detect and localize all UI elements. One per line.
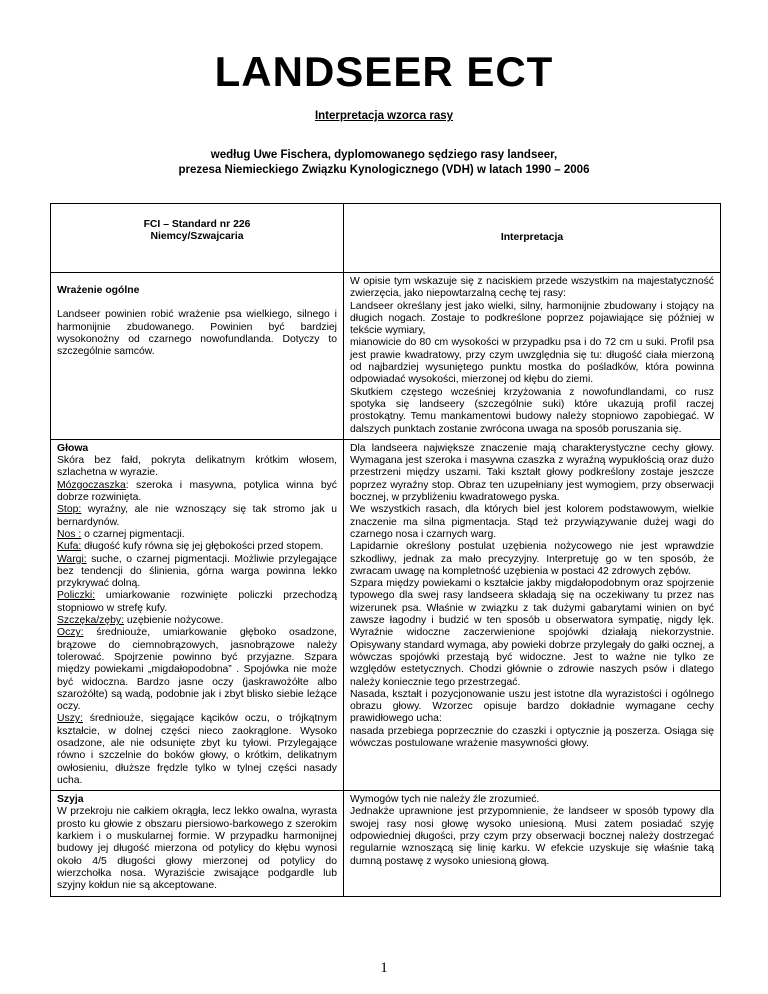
interpretation-paragraph: nasada przebiega poprzecznie do czaszki i optycznie ją poszerza. Osiąga się wówczas postulowane wrażenie masywności głowy. <box>350 725 714 749</box>
header-interpretation: Interpretacja <box>344 204 721 273</box>
section-title: Głowa <box>57 442 89 454</box>
interpretation-paragraph: Dla landseera największe znaczenie mają charakterystyczne cechy głowy. Wymagana jest szeroka i masywna czaszka z wyraźną wypukłością oraz dużo przestrzeni między uszami. Taki kształt głowy podkreślony zostaje jeszcze poprzez wyraźny stop. Obraz ten uzupełniany jest wymogiem, przy obserwacji bocznej, w przybliżeniu kwadratowego pyska. <box>350 442 714 504</box>
field-label: Mózgoczaszka <box>57 479 126 491</box>
head-standard-cell <box>51 439 344 790</box>
interpretation-paragraph: Wymogów tych nie należy źle zrozumieć. <box>350 794 540 806</box>
field-label: Policzki: <box>57 590 96 602</box>
intro-line: prezesa Niemieckiego Związku Kynologicznego (VDH) w latach 1990 – 2006 <box>178 163 590 176</box>
head-muzzle: Kufa: długość kufy równa się jej głębokości przed stopem. <box>57 541 324 553</box>
head-ears: Uszy: średniouże, sięgające kącików oczu, o trójkątnym kształcie, w dolnej części nieco zaokrąglone. Wysoko osadzone, ale nie odsunięte zbyt ku tyłowi. Przylegające równo i szczelnie do boków głowy, o krótkim, delikatnym owłosieniu, dłuższe frędzle tylko w tylnej części nasady ucha. <box>57 713 337 786</box>
head-skin: Skóra bez fałd, pokryta delikatnym krótkim włosem, szlachetna w wyrazie. <box>57 455 337 479</box>
header-standard-line: FCI – Standard nr 226 <box>143 219 251 230</box>
section-title: Wrażenie ogólne <box>57 285 140 296</box>
header-standard-line: Niemcy/Szwajcaria <box>150 231 244 243</box>
interpretation-paragraph: W opisie tym wskazuje się z naciskiem przede wszystkim na majestatyczność zwierzęcia, jako niepowtarzalną cechę tej rasy: <box>350 276 714 300</box>
section-title: Szyja <box>57 794 84 806</box>
head-eyes: Oczy: średniouże, umiarkowanie głęboko osadzone, brązowe do ciemnobrązowych, jasnobrązowe należy tolerować. Spojrzenie powinno być przyjazne. Szpara między powiekami „migdałopodobna” . Spojówka nie może być widoczna. Bardzo jasne oczy (jaskrawożółte albo szarożółte) są wadą, podobnie jak i zbyt blisko siebie leżące oczy. <box>57 627 337 713</box>
page-number: 1 <box>380 960 388 976</box>
table-row <box>51 439 721 790</box>
interpretation-paragraph: Jednakże uprawnione jest przypomnienie, że landseer w sposób typowy dla swojej rasy nosi głowę wysoko uniesioną. Musi zatem posiadać szyję odpowiedniej długości, przy czym przy obserwacji bocznej należy dostrzegać regularnie wznoszącą się linię karku. W efekcie uzyskuje się właśnie taką dumną postawę z wysoko uniesioną głową. <box>350 806 714 867</box>
field-label: Uszy: <box>57 713 83 725</box>
neck-interpretation-cell <box>344 791 721 896</box>
field-label: Stop: <box>57 504 82 516</box>
neck-standard-text: W przekroju nie całkiem okrągła, lecz lekko owalna, wyrasta prosto ku głowie z obszaru piersiowo-barkowego z szerokim karkiem i o muskularnej formie. W przypadku harmonijnej budowy jej długość mierzona od potylicy do kłębu wynosi około 4/5 długości głowy mierzonej od potylicy do wierzchołka nosa. Wyraziście zwisające podgardle lub szyjny kołdun nie są akceptowane. <box>57 806 337 892</box>
field-label: Wargi: <box>57 553 87 565</box>
head-stop: Stop: wyraźny, ale nie wznoszący się tak stromo jak u bernardynów. <box>57 504 337 528</box>
standard-table <box>50 203 721 897</box>
subtitle: Interpretacja wzorca rasy <box>314 110 454 122</box>
page-title: LANDSEER ECT <box>214 48 554 95</box>
intro <box>0 148 768 177</box>
interpretation-paragraph: Nasada, kształt i pozycjonowanie uszu jest istotne dla wyrazistości i ogólnego obrazu głowy. Wzorzec opisuje bardzo dokładnie wymagane cechy prawidłowego ucha: <box>350 688 714 725</box>
general-standard-text: Landseer powinien robić wrażenie psa wielkiego, silnego i harmonijnie zbudowanego. Powinien być bardziej wysokonożny od czarnego nowofundlanda. Dotyczy to szczególnie samców. <box>57 309 337 358</box>
interpretation-paragraph: Landseer określany jest jako wielki, silny, harmonijnie zbudowany i stojący na długich nogach. Zostaje to podkreślone poprzez pojawiające się później w tekście wymiary, <box>350 300 714 337</box>
intro-line: według Uwe Fischera, dyplomowanego sędziego rasy landseer, <box>210 149 558 161</box>
head-interpretation-cell <box>344 439 721 790</box>
head-lips: Wargi: suche, o czarnej pigmentacji. Możliwie przylegające bez tendencji do ślinienia, górna warga powinna lekko przykrywać dolną. <box>57 553 337 590</box>
general-standard-cell <box>51 273 344 440</box>
header-standard <box>51 204 344 273</box>
table-header-row <box>51 204 721 273</box>
head-jaws: Szczęka/zęby: uzębienie nożycowe. <box>57 615 224 627</box>
head-nose: Nos : o czarnej pigmentacji. <box>57 528 185 540</box>
head-cheeks: Policzki: umiarkowanie rozwinięte policzki przechodzą stopniowo w strefę kufy. <box>57 590 337 614</box>
field-label: Kufa: <box>57 541 82 553</box>
field-label: Nos : <box>57 528 82 540</box>
interpretation-paragraph: Szpara między powiekami o kształcie jakby migdałopodobnym oraz spojrzenie typowego dla swej rasy landseera składają się na oczekiwany tu przez nas wizerunek psa. Właśnie w związku z tak dużymi gabarytami winien on być zawsze łagodny i budzić w ten sposób u obserwatora sympatię, nigdy lęk. Wyraźnie widoczne zaczerwienione spojówki działają niekorzystnie. Opisywany standard wymaga, aby powieki dobrze przylegały do gałki ocznej, a wówczas spojówki przestają być widoczne. Jest to ważne nie tylko ze względów estetycznych. Chodzi głównie o zdrowie naszych psów i dlatego należy koniecznie tego przestrzegać. <box>350 578 714 688</box>
interpretation-paragraph: mianowicie do 80 cm wysokości w przypadku psa i do 72 cm u suki. Profil psa jest prawie kwadratowy, przy czym uwzględnia się tu: długość ciała mierzoną od najbardziej wysuniętego punktu mostka do pośladków, która powinna odpowiadać wysokości, mierzonej od kłębu do ziemi. <box>350 337 714 386</box>
interpretation-paragraph: We wszystkich rasach, dla których biel jest kolorem podstawowym, wielkie znaczenie ma silna pigmentacja. Stąd też przywiązywanie dużej wagi do czarnego nosa i czarnych warg. <box>350 504 714 540</box>
table-row <box>51 273 721 440</box>
field-label: Oczy: <box>57 627 84 639</box>
head-skull: Mózgoczaszka: szeroka i masywna, potylica winna być dobrze rozwinięta. <box>57 479 337 504</box>
general-interpretation-cell <box>344 273 721 440</box>
field-label: Szczęka/zęby: <box>57 615 124 627</box>
interpretation-paragraph: Lapidarnie określony postulat uzębienia nożycowego nie jest wprawdzie szkodliwy, jednak za mało precyzyjny. Interpretuję go w ten sposób, że zwracam uwagę na kompletność uzębienia w postaci 42 zdrowych zębów. <box>350 541 714 577</box>
table-row <box>51 791 721 896</box>
neck-standard-cell <box>51 791 344 896</box>
interpretation-paragraph: Skutkiem częstego wcześniej krzyżowania z nowofundlandami, co rusz spotyka się landseery (szczególnie suki) które ukazują profil raczej prostokątny. Temu mankamentowi budowy należy stopniowo zapobiegać. W dalszych punktach zostanie zwrócona uwaga na sposób poruszania się. <box>350 386 714 435</box>
